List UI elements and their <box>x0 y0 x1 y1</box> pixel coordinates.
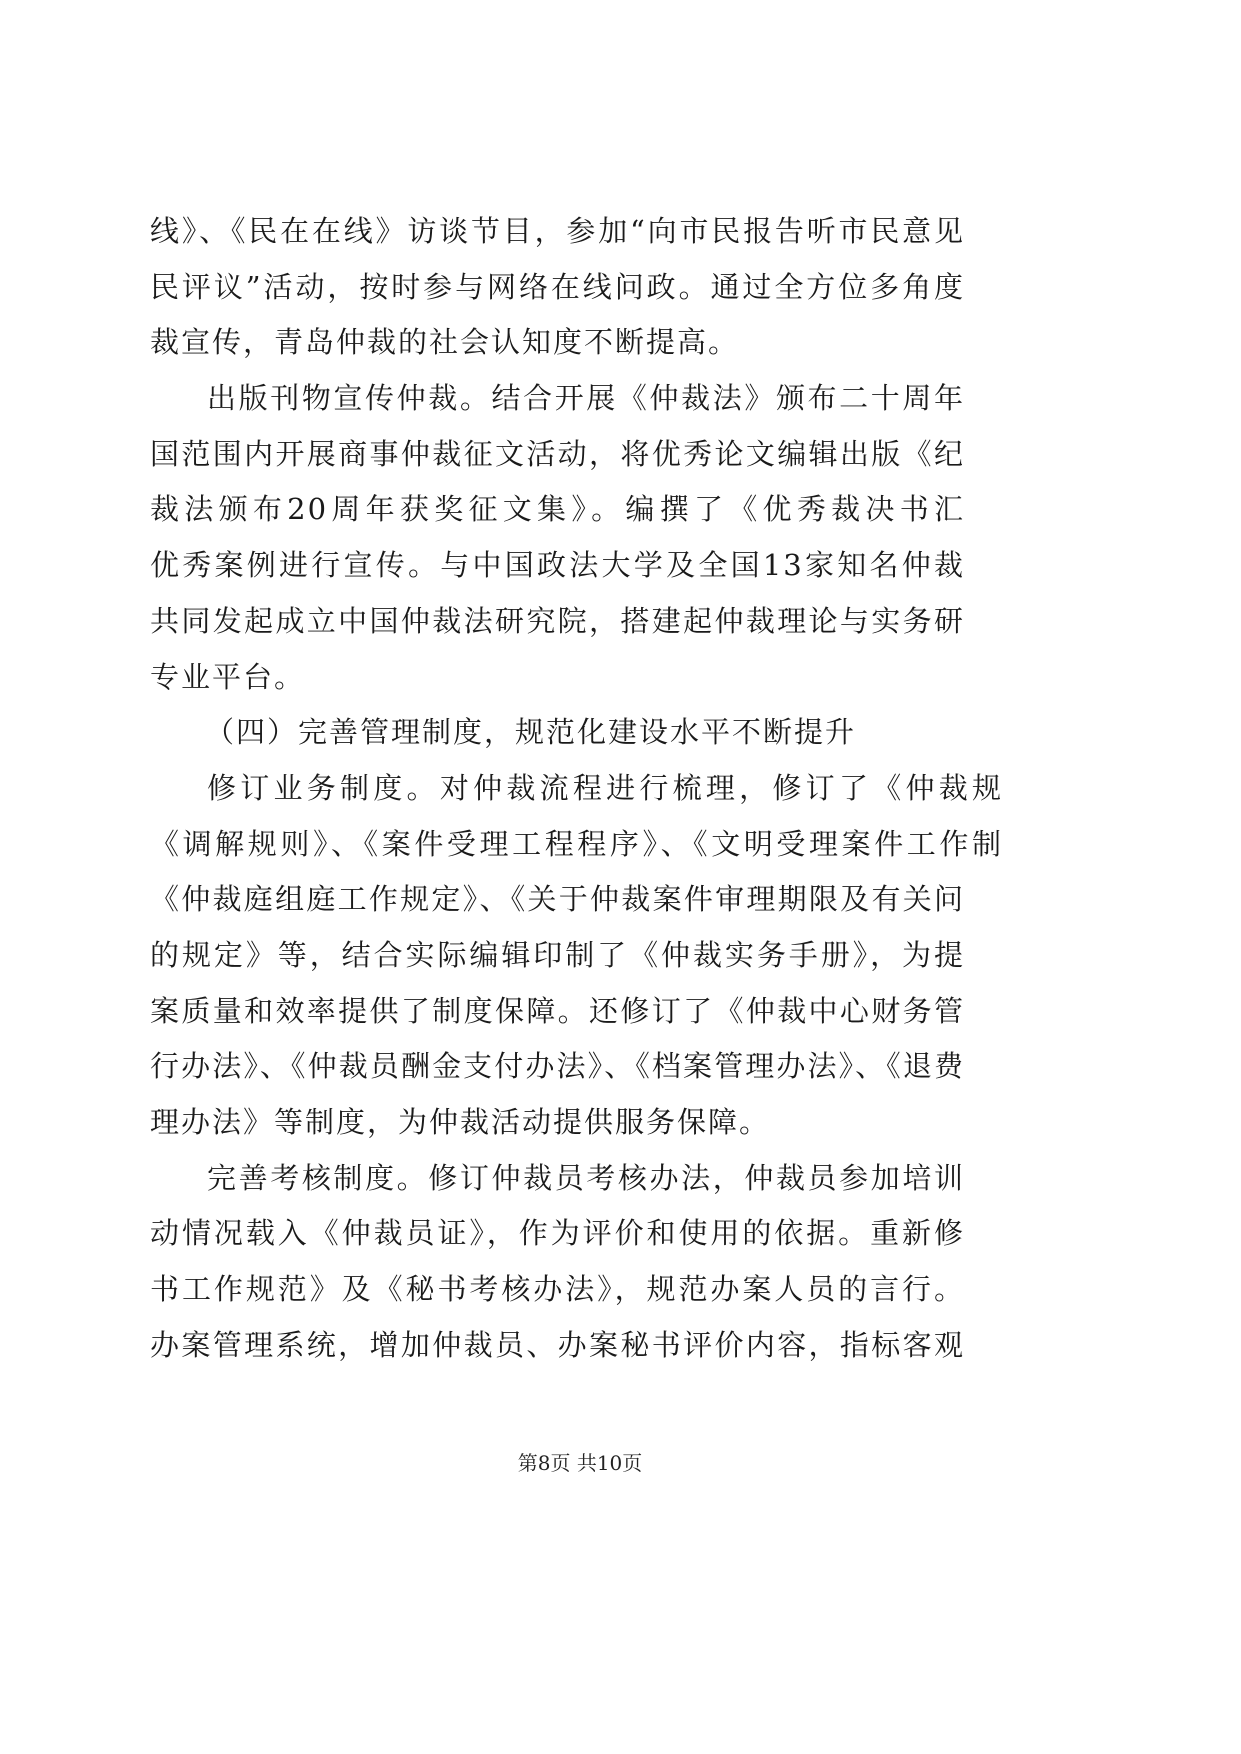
paragraph-start-line: 修订业务制度。对仲裁流程进行梳理，修订了《仲裁规 <box>207 770 1003 805</box>
text-line: 办案管理系统，增加仲裁员、办案秘书评价内容，指标客观 <box>150 1327 965 1362</box>
text-line: 民评议”活动，按时参与网络在线问政。通过全方位多角度 <box>150 269 965 304</box>
text-line: 专业平台。 <box>150 659 306 694</box>
text-line: 裁宣传，青岛仲裁的社会认知度不断提高。 <box>150 325 740 360</box>
text-line: 理办法》等制度，为仲裁活动提供服务保障。 <box>150 1105 771 1139</box>
text-line: 优秀案例进行宣传。与中国政法大学及全国13家知名仲裁 <box>150 548 965 583</box>
text-line: 案质量和效率提供了制度保障。还修订了《仲裁中心财务管 <box>150 993 965 1028</box>
text-line: 《仲裁庭组庭工作规定》、《关于仲裁案件审理期限及有关问 <box>150 882 965 917</box>
body-text <box>150 204 1010 1373</box>
section-heading: （四）完善管理制度，规范化建设水平不断提升 <box>205 715 857 750</box>
text-line: 《调解规则》、《案件受理工程程序》、《文明受理案件工作制 <box>150 826 1003 861</box>
text-line: 行办法》、《仲裁员酬金支付办法》、《档案管理办法》、《退费 <box>150 1049 965 1084</box>
text-line: 裁法颁布20周年获奖征文集》。编撰了《优秀裁决书汇 <box>150 492 965 527</box>
text-line: 动情况载入《仲裁员证》，作为评价和使用的依据。重新修 <box>150 1216 965 1251</box>
page-number: 第8页 共10页 <box>517 1451 643 1475</box>
text-line: 国范围内开展商事仲裁征文活动，将优秀论文编辑出版《纪 <box>150 436 965 471</box>
text-line: 共同发起成立中国仲裁法研究院，搭建起仲裁理论与实务研 <box>150 603 965 638</box>
paragraph-start-line: 完善考核制度。修订仲裁员考核办法，仲裁员参加培训 <box>207 1160 965 1195</box>
text-line: 线》、《民在在线》访谈节目，参加“向市民报告听市民意见 <box>150 214 965 248</box>
paragraph-start-line: 出版刊物宣传仲裁。结合开展《仲裁法》颁布二十周年 <box>207 381 965 416</box>
text-line: 的规定》等，结合实际编辑印制了《仲裁实务手册》，为提 <box>150 937 965 972</box>
text-line: 书工作规范》及《秘书考核办法》，规范办案人员的言行。 <box>150 1272 965 1307</box>
